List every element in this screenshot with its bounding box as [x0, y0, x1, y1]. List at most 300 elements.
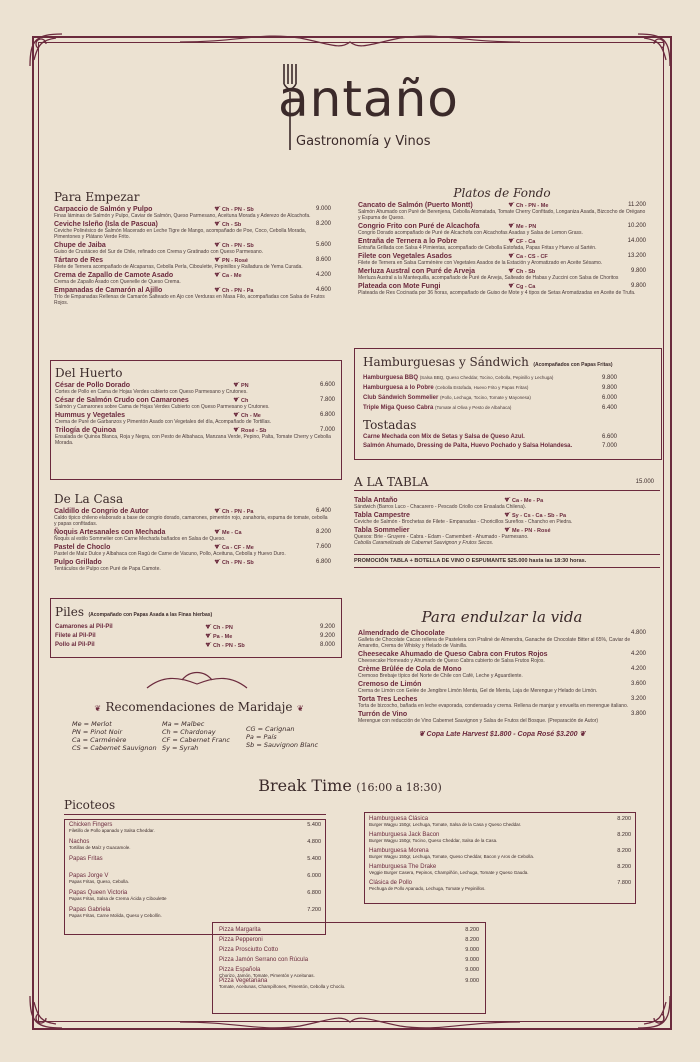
item-pairing-text: Ch - PN - Me	[516, 203, 549, 209]
late-harvest-text: Copa Late Harvest $1.800 - Copa Rosé $3.200	[426, 731, 578, 738]
section-title: Recomendaciones de Maridaje	[105, 700, 293, 714]
item-pairing-text: Ch - PN	[213, 625, 233, 631]
item-name: Hamburguesa Clásica	[369, 816, 429, 822]
section-title: Para Empezar	[54, 190, 140, 204]
menu-item	[54, 287, 331, 306]
menu-item	[69, 856, 321, 873]
grape-icon	[233, 427, 240, 432]
section-title: A LA TABLA	[354, 475, 429, 489]
item-name: Hamburguesa Jack Bacon	[369, 832, 440, 838]
menu-item	[54, 206, 331, 219]
item-name	[363, 385, 528, 391]
item-description: Ceviche Polinésico de Salmón Macerado en Leche Tigre de Mango, acompañado de Poe, Coco, Cebolla Morada, Pimentones y Plátano Verde Frito.	[54, 228, 307, 240]
maridaje-legend-entry: PN = Pinot Noir	[72, 728, 123, 736]
item-price: 5.400	[307, 856, 321, 862]
menu-item	[369, 864, 631, 880]
item-description: Ñoquis al estilo Sommelier con Carne Mechada bañados en Salsa de Queso.	[54, 536, 226, 542]
item-pairing	[205, 624, 233, 631]
grape-icon	[214, 272, 221, 277]
item-description: Caldo típico chileno elaborado a base de congrio dorado, camarones, pimentón rojo, zanahoria, espuma de tomate, cebolla y papas confitadas.	[54, 515, 328, 527]
item-description: Merengue con reducción de Vino Cabernet Sauvignon y Salsa de Frutos del Bosque. (Preparación de Autor)	[358, 718, 599, 724]
section-title: Hamburguesas y Sándwich	[363, 355, 529, 369]
item-name: Hamburguesa The Drake	[369, 864, 437, 870]
maridaje-ornament-icon	[142, 668, 252, 696]
menu-item	[358, 681, 646, 694]
item-name: Salmón Ahumado, Dressing de Palta, Huevo Pochado y Salsa Holandesa.	[363, 443, 573, 449]
grape-icon	[508, 283, 515, 288]
item-price: 6.600	[601, 434, 617, 440]
item-price: 7.000	[319, 427, 335, 433]
menu-item	[219, 967, 479, 978]
grape-icon	[205, 642, 212, 647]
item-description: Papas Fritas, Salsa de Crema Ácida y Ciboulette	[69, 896, 167, 901]
grape-icon	[504, 527, 511, 532]
item-pairing-text: Rosé - Sb	[241, 428, 267, 434]
item-name: Clásica de Pollo	[369, 880, 413, 886]
corner-flourish-icon	[26, 30, 66, 70]
section-piles	[50, 598, 342, 658]
menu-item	[69, 839, 321, 856]
item-pairing	[508, 253, 548, 260]
item-price: 4.600	[315, 287, 331, 293]
item-name: Cheesecake Ahumado de Queso Cabra con Frutos Rojos	[358, 651, 548, 658]
item-name: Pizza Española	[219, 967, 261, 973]
item-name: Pizza Prosciutto Cotto	[219, 947, 279, 953]
item-name: Ceviche Isleño (Isla de Pascua)	[54, 221, 158, 228]
item-list	[55, 382, 335, 446]
item-description: Burger Wagyu 150gr, Lechuga, Tomate, Queso Cheddar, Bacon y Aros de Cebolla.	[369, 854, 535, 859]
item-price: 7.800	[617, 880, 631, 886]
menu-item	[358, 711, 646, 724]
item-name: Carpaccio de Salmón y Pulpo	[54, 206, 153, 213]
break-time-hours: (16:00 a 18:30)	[356, 781, 442, 794]
item-price: 8.200	[465, 937, 479, 943]
menu-item	[54, 529, 331, 542]
item-pairing	[214, 287, 253, 294]
section-platos-de-fondo	[358, 186, 646, 296]
item-pairing	[214, 544, 254, 551]
item-price: 8.200	[315, 221, 331, 227]
item-name	[363, 375, 553, 381]
menu-item	[358, 238, 646, 251]
item-name: Entraña de Ternera a lo Pobre	[358, 238, 458, 245]
item-name: Cancato de Salmón (Puerto Montt)	[358, 202, 473, 209]
item-price: 9.200	[319, 624, 335, 630]
item-price: 8.200	[617, 816, 631, 822]
item-name: Pizza Jamón Serrano con Rúcula	[219, 957, 309, 963]
item-name: Papas Queen Victoria	[69, 890, 128, 896]
section-title: Platos de Fondo	[453, 186, 551, 200]
item-description: Finas láminas de Salmón y Pulpo, Caviar de Salmón, Queso Parmesano, Aceituna Morada y Aderezo de Alcachofa.	[54, 213, 311, 219]
item-list	[55, 624, 335, 651]
item-description: Guiso de Crustáceo del Sur de Chile, refinado con Crema y Gratinado con Queso Parmesano.	[54, 249, 263, 255]
maridaje-legend-entry: Sy = Syrah	[162, 744, 199, 752]
item-name-text: Triple Miga Queso Cabra	[363, 405, 434, 411]
menu-item	[219, 947, 479, 957]
item-price: 6.000	[307, 873, 321, 879]
item-description: Entraña Grillada con Salsa 4 Pimientas, acompañado de Cebolla Estofada, Papas Fritas y Huevo al Sartén.	[358, 245, 597, 251]
menu-item	[354, 497, 660, 510]
section-note: (Acompañados con Papas Fritas)	[533, 362, 613, 368]
item-price: 5.600	[315, 242, 331, 248]
item-name: Torta Tres Leches	[358, 696, 418, 703]
item-name: Filete con Vegetales Asados	[358, 253, 452, 260]
item-pairing	[214, 508, 253, 515]
item-list	[369, 816, 631, 896]
item-pairing	[233, 412, 261, 419]
item-price: 9.800	[630, 283, 646, 289]
grape-icon	[508, 268, 515, 273]
item-name: Tabla Antaño	[354, 497, 398, 504]
item-description: Filete de Ternera en Salsa Carménère con Vegetales Asados de la Estación y Aromatizado en Aceite Sésamo.	[358, 260, 603, 266]
item-price: 10.200	[627, 223, 646, 229]
item-price: 9.000	[465, 947, 479, 953]
item-name: Pollo al Pil-Pil	[55, 642, 95, 648]
item-price: 9.200	[319, 633, 335, 639]
item-description: Torta de bizcocho, bañada en leche evaporada, condensada y crema. Rellena de manjar y envuelta en merengue italiano.	[358, 703, 629, 709]
item-pairing	[233, 382, 249, 389]
item-pairing	[205, 633, 232, 640]
menu-item	[54, 272, 331, 285]
item-pairing-text: Ch - PN - Sb	[213, 643, 245, 649]
item-name: Plateada con Mote Fungi	[358, 283, 441, 290]
menu-item	[369, 832, 631, 848]
item-description: Salmón Ahumado con Puré de Berenjena, Cebolla Atomatada, Tomate Cherry Confitado, Longaniza Asada, Bizcocho de Orégano y Espuma de Queso.	[358, 209, 646, 221]
item-name: Empanadas de Camarón al Ajillo	[54, 287, 163, 294]
promo-banner: PROMOCIÓN TABLA + BOTELLA DE VINO O ESPUMANTE $25.000 hasta las 18:30 horas.	[354, 554, 660, 568]
item-price: 7.800	[319, 397, 335, 403]
grape-icon	[504, 512, 511, 517]
item-name: Almendrado de Chocolate	[358, 630, 445, 637]
item-price: 7.600	[315, 544, 331, 550]
item-name: Crème Brûlée de Cola de Mono	[358, 666, 462, 673]
item-pairing-text: Sy - Cs - Ca - Sb - Pa	[512, 513, 567, 519]
section-note: (Acompañado con Papas Asada a las Finas hierbas)	[88, 612, 213, 618]
grape-icon	[504, 497, 511, 502]
item-pairing	[214, 272, 242, 279]
item-name: Pastel de Choclo	[54, 544, 111, 551]
item-description: Pechuga de Pollo Apanado, Lechuga, Tomate y Pepinillos.	[369, 886, 486, 891]
item-price: 4.800	[307, 839, 321, 845]
maridaje-col-2	[162, 720, 254, 752]
item-description-extra: Cebolla Caramelizada de Cabernet Sauvignon y Frutos Secos.	[354, 540, 494, 546]
grape-icon	[508, 223, 515, 228]
menu-item	[358, 223, 646, 236]
menu-item	[363, 395, 617, 405]
item-description: Veggie Burger Casera, Pepinos, Champiñón, Lechuga, Tomate y Queso Gauda.	[369, 870, 529, 875]
item-name: Crema de Zapallo de Camote Asado	[54, 272, 174, 279]
item-description: Sándwich (Barros Luco - Chacarero - Pescado Criollo con Ensalada Chilena).	[354, 504, 527, 510]
item-name: Chupe de Jaiba	[54, 242, 106, 249]
item-pairing	[233, 397, 248, 404]
item-pairing	[508, 223, 536, 230]
item-description: (Salsa BBQ, Queso Cheddar, Tocino, Cebolla, Pepinillo y Lechuga)	[419, 375, 554, 380]
section-del-huerto	[50, 360, 342, 480]
menu-item	[369, 880, 631, 896]
maridaje-legend-entry: CS = Cabernet Sauvignon	[72, 744, 157, 752]
item-price: 8.200	[617, 864, 631, 870]
item-price: 6.800	[315, 559, 331, 565]
item-price: 6.000	[601, 395, 617, 401]
section-title: De La Casa	[54, 492, 124, 506]
section-hamburguesas-break	[364, 812, 636, 904]
maridaje-col-3	[246, 725, 346, 749]
item-name: Tabla Campestre	[354, 512, 410, 519]
menu-item	[363, 434, 617, 443]
item-price: 8.200	[617, 848, 631, 854]
item-name-text: Hamburguesa a lo Pobre	[363, 385, 434, 391]
section-para-empezar	[54, 190, 331, 306]
section-title: Picoteos	[64, 798, 116, 812]
item-description: Filete de Ternera acompañado de Alcaparras, Cebolla Perla, Ciboulette, Pepinillos y Ralladura de Yema Curada.	[54, 264, 303, 270]
item-price: 13.200	[627, 253, 646, 259]
corner-flourish-icon	[26, 992, 66, 1032]
item-name: Tabla Sommelier	[354, 527, 410, 534]
item-price: 3.800	[630, 711, 646, 717]
menu-item	[69, 890, 321, 907]
grape-icon	[233, 412, 240, 417]
menu-item	[363, 385, 617, 395]
item-price: 7.200	[307, 907, 321, 913]
item-description: Tomate, Aceitunas, Champiñones, Pimentón, Cebolla y Choclo.	[219, 984, 346, 989]
grape-icon	[214, 508, 221, 513]
picoteos-box	[64, 819, 326, 935]
section-price: 15.000	[635, 479, 654, 485]
menu-item	[54, 559, 331, 572]
item-name: Pulpo Grillado	[54, 559, 102, 566]
menu-item	[54, 221, 331, 240]
item-pairing-text: Ch - PN - Pa	[222, 509, 254, 515]
item-name: Hamburguesa Morena	[369, 848, 429, 854]
item-price: 9.800	[601, 375, 617, 381]
item-price: 9.000	[465, 967, 479, 973]
grape-icon: ❦	[579, 731, 586, 738]
grape-icon	[214, 559, 221, 564]
item-description: Papas Fritas, Queso, Cebolla.	[69, 879, 130, 884]
item-list	[358, 630, 646, 724]
maridaje-legend-entry: Ma = Malbec	[162, 720, 205, 728]
item-price: 9.000	[315, 206, 331, 212]
break-time-title: Break Time	[258, 776, 352, 795]
item-pairing	[508, 268, 535, 275]
item-description: Plateada de Res Cocinada por 36 horas, acompañado de Guiso de Mote y 4 tipos de Setas Aromatizadas en Aceite de Trufa.	[358, 290, 636, 296]
brand-logo	[268, 62, 459, 162]
item-price: 8.000	[319, 642, 335, 648]
corner-flourish-icon	[634, 30, 674, 70]
item-name: Papas Fritas	[69, 856, 103, 862]
item-pairing-text: PN	[241, 383, 249, 389]
item-pairing	[508, 238, 535, 245]
item-price: 3.200	[630, 696, 646, 702]
item-price: 6.400	[315, 508, 331, 514]
item-list	[358, 202, 646, 296]
item-price: 14.000	[627, 238, 646, 244]
item-pairing-text: Ca - Me	[222, 273, 242, 279]
menu-item	[358, 696, 646, 709]
item-description: Galleta de Chocolate Cacao rellena de Pastelera con Praliné de Almendra, Ganache de Chocolate Bitter al 65%, Caviar de Amaretto, Crema de Whisky y Helado de Vainilla.	[358, 637, 631, 649]
menu-item	[358, 268, 646, 281]
section-a-la-tabla	[354, 474, 660, 568]
item-description: Crema de Limón con Gelée de Jengibre Limón Menta, Gel de Menta, Laja de Merengue y Helado de Limón.	[358, 688, 598, 694]
item-description: Tortillas de Maíz y Guacamole.	[69, 845, 131, 850]
item-description: Burger Wagyu 150gr, Lechuga, Tomate, Salsa de la Casa y Queso Cheddar.	[369, 822, 522, 827]
item-pairing	[504, 527, 551, 534]
item-price: 4.200	[630, 651, 646, 657]
brand-name: antaño	[278, 70, 459, 128]
item-description: Cheesecake Horneado y Ahumado de Queso Cabra cubierto de Salsa Frutos Rojos.	[358, 658, 545, 664]
item-price: 9.800	[601, 385, 617, 391]
item-price: 7.000	[601, 443, 617, 449]
section-title: Para endulzar la vida	[421, 608, 583, 626]
item-pairing-text: Cg - Ca	[516, 284, 536, 290]
item-name-text: Hamburguesa BBQ	[363, 375, 419, 381]
item-list	[363, 434, 617, 452]
menu-item	[358, 283, 646, 296]
item-price: 6.800	[307, 890, 321, 896]
item-pairing-text: Ch - Me	[241, 413, 261, 419]
menu-item	[358, 253, 646, 266]
top-ornament-icon	[180, 30, 520, 54]
item-pairing-text: Ca - CF - Me	[222, 545, 254, 551]
item-price: 4.200	[630, 666, 646, 672]
item-description: Filetillo de Pollo apanado y Salsa Cheddar.	[69, 828, 155, 833]
item-price: 11.200	[628, 202, 646, 208]
item-name: Tártaro de Res	[54, 257, 104, 264]
maridaje-legend-entry: Pa = País	[246, 733, 277, 741]
item-description: Quesos: Brie - Gruyere - Cabra - Edam - Camembert - Ahumado - Parmesano.	[354, 534, 529, 540]
item-description: Cortes de Pollo en Cama de Hojas Verdes cubierto con Queso Parmesano y Crutones.	[55, 389, 248, 395]
item-name: Filete al Pil-Pil	[55, 633, 96, 639]
maridaje-legend-entry: Ch = Chardonay	[162, 728, 216, 736]
maridaje-legend-entry: Ca = Carménère	[72, 736, 127, 744]
item-description: Crema de Zapallo Asado con Quenelle de Queso Crema.	[54, 279, 181, 285]
grape-icon: ❦	[418, 731, 425, 738]
menu-item	[358, 202, 646, 221]
item-pairing	[214, 257, 248, 264]
section-title: Piles	[55, 605, 85, 619]
grape-icon	[233, 397, 240, 402]
tostadas-title: Tostadas	[363, 418, 417, 432]
item-description: Burger Wagyu 150gr, Tocino, Queso Cheddar, Salsa de la Casa.	[369, 838, 498, 843]
menu-item	[54, 257, 331, 270]
item-price: 5.400	[307, 822, 321, 828]
item-description: Merluza Austral a la Mantequilla, acompañado de Puré de Arveja, Salteado de Habas y Zuccini con Salsa de Choritos	[358, 275, 619, 281]
grape-icon	[508, 202, 515, 207]
break-time-heading	[0, 776, 700, 796]
item-description: Pastel de Maíz Dulce y Albahaca con Ragú de Carne de Vacuno, Pollo, Aceituna, Cebolla y Huevo Duro.	[54, 551, 286, 557]
item-price: 8.200	[465, 927, 479, 933]
brand-subtitle: Gastronomía y Vinos	[296, 134, 431, 149]
grape-icon	[508, 238, 515, 243]
item-price: 9.800	[630, 268, 646, 274]
item-description: (Pollo, Lechuga, Tocino, Tomate y Mayonesa)	[440, 395, 531, 400]
item-description: Salmón y Camarones sobre Cama de Hojas Verdes Cubierto con Queso Parmesano y Crutones.	[55, 404, 270, 410]
maridaje-legend-entry: CG = Carignan	[246, 725, 295, 733]
item-name: Trilogía de Quinoa	[55, 427, 117, 434]
item-name: César de Salmón Crudo con Camarones	[55, 397, 189, 404]
menu-item	[55, 412, 335, 425]
item-name: Pizza Pepperoni	[219, 937, 263, 943]
menu-item	[219, 957, 479, 967]
item-name: Merluza Austral con Puré de Arveja	[358, 268, 475, 275]
item-pairing-text: Ch - Sb	[516, 269, 536, 275]
item-price: 4.800	[630, 630, 646, 636]
item-name: Cremoso de Limón	[358, 681, 422, 688]
menu-item	[55, 633, 335, 642]
menu-item	[55, 642, 335, 651]
maridaje-col-1	[72, 720, 164, 752]
item-list	[69, 822, 321, 924]
grape-icon	[214, 287, 221, 292]
menu-item	[363, 375, 617, 385]
menu-item	[358, 630, 646, 649]
item-pairing	[214, 529, 242, 536]
item-pairing-text: Pa - Me	[213, 634, 233, 640]
item-price: 6.400	[601, 405, 617, 411]
item-name-text: Club Sándwich Sommelier	[363, 395, 439, 401]
item-pairing-text: Me - PN	[516, 224, 537, 230]
item-description: Congrio Dorado acompañado de Puré de Alcachofa con Alcachofas Asadas y Salsa de Lemon Grass.	[358, 230, 583, 236]
grape-icon: ❦	[94, 704, 102, 713]
item-pairing-text: Ch - PN - Pa	[222, 288, 254, 294]
item-name	[363, 395, 531, 401]
menu-item	[369, 816, 631, 832]
item-pairing-text: Ch	[241, 398, 249, 404]
item-pairing	[504, 512, 566, 519]
item-list	[363, 375, 617, 415]
item-pairing-text: Me - Ca	[222, 530, 242, 536]
grape-icon	[214, 257, 221, 262]
item-price: 8.200	[617, 832, 631, 838]
item-name: Caldillo de Congrio de Autor	[54, 508, 149, 515]
item-description: (Cebolla Estofada, Huevo Frito y Papas Fritas)	[435, 385, 529, 390]
item-description: (Tomate al Oliva y Pesto de Albahaca)	[435, 405, 512, 410]
item-name: Nachos	[69, 839, 90, 845]
item-name: Papas Gabriela	[69, 907, 111, 913]
grape-icon	[214, 544, 221, 549]
grape-icon	[214, 221, 221, 226]
menu-item	[69, 873, 321, 890]
section-de-la-casa	[54, 492, 331, 572]
section-pizzas	[212, 922, 486, 1014]
item-price: 6.800	[319, 412, 335, 418]
item-name: Pizza Margarita	[219, 927, 261, 933]
item-name: Camarones al Pil-Pil	[55, 624, 113, 630]
item-pairing-text: Ch - PN - Sb	[222, 207, 254, 213]
menu-item	[219, 978, 479, 989]
menu-item	[369, 848, 631, 864]
item-list	[219, 927, 479, 989]
item-pairing	[214, 559, 254, 566]
grape-icon	[214, 206, 221, 211]
menu-item	[54, 544, 331, 557]
grape-icon	[214, 529, 221, 534]
maridaje-legend-entry: Me = Merlot	[72, 720, 112, 728]
item-price: 3.600	[630, 681, 646, 687]
menu-item	[55, 382, 335, 395]
item-price: 9.000	[465, 957, 479, 963]
item-name: Pizza Vegetariana	[219, 978, 268, 984]
item-description: Crema de Puré de Garbanzos y Pimentón Asado con Vegetales del día, Acompañado de Tortillas.	[55, 419, 272, 425]
grape-icon	[508, 253, 515, 258]
menu-item	[363, 405, 617, 415]
section-postres	[358, 608, 646, 738]
item-pairing-text: CF - Ca	[516, 239, 536, 245]
item-pairing-text: Ca - Me - Pa	[512, 498, 544, 504]
section-hamburguesas	[354, 348, 662, 460]
item-description: Papas Fritas, Carne Molida, Queso y Cebollín.	[69, 913, 162, 918]
item-description: Ceviche de Salmón - Brochetas de Filete - Empanadas - Choricillos Sureños - Chancho en Piedra.	[354, 519, 573, 525]
